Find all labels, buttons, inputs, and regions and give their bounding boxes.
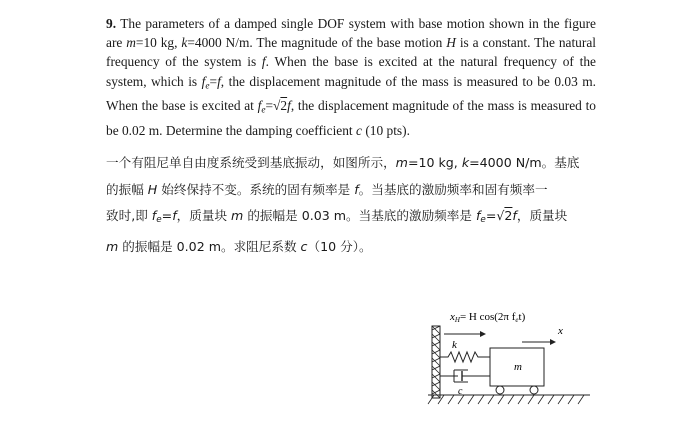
var-k: k [181,35,188,51]
zh-text: ，质量块 [176,208,232,223]
en-text: =4000 N/m. The magnitude of the base motion [187,35,447,51]
zh-text: ，质量块 [516,208,568,223]
var-f: f [287,98,291,114]
zh-text: =√ [485,208,505,223]
var-m: m [126,35,136,51]
wheel-left [496,386,504,394]
zh-text: =10 kg, [407,155,462,170]
subscript: e [480,215,486,226]
zh-line-4 [106,234,598,261]
var-c: c [300,238,308,254]
var-fe: f [257,98,262,114]
var-k: k [461,155,470,170]
zh-text: 的振幅是 0.03 m。当基底的激励频率是 [243,208,476,223]
subscript: e [156,215,162,226]
en-text: , the displacement magnitude of the mass is measured to be 0.03 m. When the base is excited at [106,73,596,114]
zh-text: 的振幅是 0.02 m。求阻尼系数 [118,238,301,254]
zh-text: = [161,208,173,223]
problem-number: 9. [106,16,117,31]
subscript: e [261,105,266,116]
var-m: m [231,208,244,223]
zh-text: 始终保持不变。系统的固有频率是 [157,181,355,197]
var-fe: f [151,208,157,223]
problem-chinese-text [106,150,598,260]
zh-text: （10 分）。 [307,238,372,254]
zh-text: 一个有阻尼单自由度系统受到基底振动，如图所示， [106,155,396,170]
var-H: H [446,35,456,51]
var-H: H [147,181,158,197]
sqrt-arg: 2 [504,208,513,223]
zh-text: 的振幅 [106,181,148,197]
en-text: =√ [265,98,281,114]
spring [440,352,490,362]
en-text: (10 pts). [361,122,410,138]
mass-motion-arrowhead [550,339,556,345]
ground-hatch [428,395,584,404]
var-m: m [106,238,119,254]
base-motion-label: xH= H cos(2π fet) [450,311,526,324]
var-c: c [356,122,362,138]
var-f: f [261,54,266,70]
wheel-right [530,386,538,394]
en-text: =10 kg, [135,35,182,51]
zh-line-1 [106,150,598,177]
mass-label: m [514,361,522,373]
zh-text: 。当基底的激励频率和固有频率一 [358,181,548,197]
damper-label: c [458,386,463,397]
var-f: f [172,208,177,223]
sqrt-arg: 2 [280,98,288,114]
en-text: The parameters of a damped single DOF system with base motion shown in the figure are [106,16,596,51]
en-text: . When the base is excited at the natural frequency of the system, which is [106,54,596,89]
zh-text: 致时,即 [106,208,152,223]
spring-label: k [452,339,457,351]
var-f: f [512,208,517,223]
subscript: e [205,80,210,91]
en-text: = [209,73,218,89]
x-label: x [558,325,563,337]
figure-svg [420,300,600,410]
zh-text: =4000 N/m。基底 [469,155,580,170]
var-m: m [395,155,408,170]
en-text: , the displacement magnitude of the mass is measured to be 0.02 m. Determine the damping coefficient [106,98,596,138]
var-f: f [217,73,221,89]
zh-line-3 [106,203,598,234]
var-fe: f [201,73,206,89]
problem-english-text [106,14,596,140]
base-motion-arrowhead [480,331,486,337]
base-motion-figure [420,300,600,410]
var-fe: f [475,208,481,223]
var-f: f [354,181,359,197]
zh-line-2 [106,177,598,204]
en-text: is a constant. The natural frequency of the system is [106,35,596,70]
